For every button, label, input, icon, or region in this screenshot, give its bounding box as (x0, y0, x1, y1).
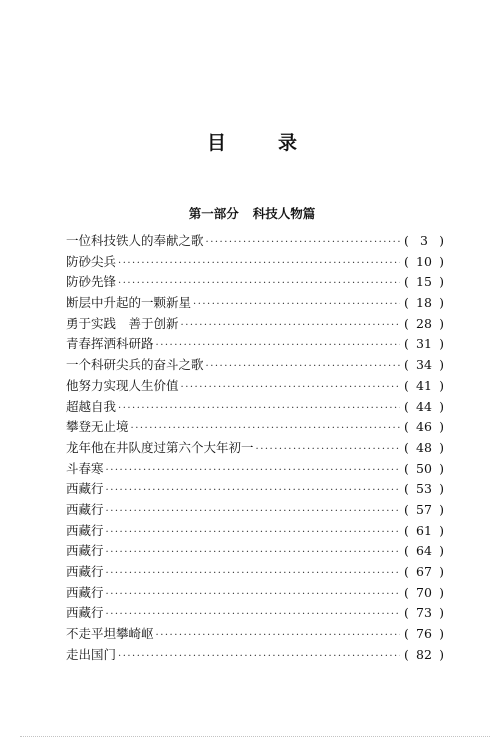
open-paren: ( (404, 584, 409, 600)
toc-entry[interactable] (66, 459, 444, 480)
open-paren: ( (404, 501, 409, 517)
close-paren: ) (439, 481, 444, 497)
close-paren: ) (439, 439, 444, 455)
toc-entry[interactable] (66, 355, 444, 376)
dot-leader (256, 440, 400, 461)
close-paren: ) (439, 336, 444, 352)
page-title-char-2: 录 (278, 132, 298, 154)
open-paren: ( (404, 233, 409, 248)
toc-page-ref (404, 376, 444, 397)
section-name: 科技人物篇 (252, 206, 316, 221)
page-title (0, 128, 504, 155)
toc-entry-title: 斗春寒 (66, 460, 104, 476)
toc-page-number: 70 (416, 584, 432, 600)
table-of-contents (66, 231, 444, 665)
toc-entry[interactable] (66, 624, 444, 645)
toc-entry-title: 不走平坦攀崎岖 (66, 626, 154, 642)
toc-entry[interactable] (66, 376, 444, 397)
close-paren: ) (439, 419, 444, 435)
toc-entry[interactable] (66, 334, 444, 355)
page-title-char-1: 目 (206, 132, 226, 154)
open-paren: ( (404, 295, 409, 311)
toc-entry-title: 一位科技铁人的奉献之歌 (66, 233, 204, 248)
toc-entry-title: 断层中升起的一颗新星 (66, 295, 192, 311)
toc-entry[interactable] (66, 231, 444, 252)
close-paren: ) (439, 626, 444, 642)
toc-page-number: 53 (416, 481, 432, 497)
open-paren: ( (404, 564, 409, 579)
toc-entry[interactable] (66, 562, 444, 583)
dot-leader (181, 378, 400, 399)
dot-leader (106, 564, 400, 585)
close-paren: ) (439, 315, 444, 331)
dot-leader (106, 605, 400, 626)
toc-entry-title: 西藏行 (66, 605, 104, 621)
close-paren: ) (439, 522, 444, 538)
open-paren: ( (404, 481, 409, 497)
dot-leader (156, 336, 400, 357)
toc-page-number: 46 (416, 419, 432, 435)
close-paren: ) (439, 253, 444, 269)
toc-page-ref (404, 397, 444, 418)
toc-entry[interactable] (66, 397, 444, 418)
toc-entry-title: 西藏行 (66, 584, 104, 600)
toc-page-ref (404, 479, 444, 500)
section-part-label: 第一部分 (188, 206, 239, 221)
toc-entry[interactable] (66, 645, 444, 666)
open-paren: ( (404, 253, 409, 269)
toc-entry[interactable] (66, 521, 444, 542)
toc-page-number: 73 (416, 605, 432, 621)
toc-page-number: 10 (416, 253, 432, 269)
dot-leader (118, 647, 400, 668)
close-paren: ) (439, 646, 444, 662)
toc-page-ref (404, 541, 444, 562)
toc-page-number: 41 (416, 377, 432, 393)
toc-page-number: 67 (416, 564, 432, 579)
open-paren: ( (404, 646, 409, 662)
close-paren: ) (439, 501, 444, 517)
toc-entry[interactable] (66, 603, 444, 624)
toc-entry[interactable] (66, 541, 444, 562)
dot-leader (193, 295, 400, 316)
open-paren: ( (404, 315, 409, 331)
toc-page-number: 3 (420, 233, 428, 248)
close-paren: ) (439, 584, 444, 600)
toc-entry-title: 西藏行 (66, 543, 104, 559)
toc-entry[interactable] (66, 438, 444, 459)
toc-entry-title: 勇于实践 善于创新 (66, 315, 179, 331)
open-paren: ( (404, 274, 409, 290)
close-paren: ) (439, 233, 444, 248)
toc-entry[interactable] (66, 500, 444, 521)
toc-page-number: 61 (416, 522, 432, 538)
dot-leader (106, 481, 400, 502)
toc-page-ref (404, 459, 444, 480)
close-paren: ) (439, 377, 444, 393)
toc-entry[interactable] (66, 314, 444, 335)
toc-page-ref (404, 334, 444, 355)
toc-page-number: 28 (416, 315, 432, 331)
toc-page-number: 50 (416, 460, 432, 476)
close-paren: ) (439, 295, 444, 311)
toc-entry-title: 超越自我 (66, 398, 117, 414)
close-paren: ) (439, 274, 444, 290)
toc-page-ref (404, 624, 444, 645)
toc-page-ref (404, 438, 444, 459)
open-paren: ( (404, 398, 409, 414)
close-paren: ) (439, 460, 444, 476)
toc-entry-title: 一个科研尖兵的奋斗之歌 (66, 357, 204, 373)
close-paren: ) (439, 398, 444, 414)
dot-leader (106, 523, 400, 544)
dot-leader (156, 626, 400, 647)
dot-leader (118, 274, 400, 295)
close-paren: ) (439, 357, 444, 373)
dot-leader (206, 233, 400, 254)
close-paren: ) (439, 605, 444, 621)
dot-leader (106, 502, 400, 523)
open-paren: ( (404, 357, 409, 373)
toc-page-ref (404, 562, 444, 583)
toc-entry-title: 西藏行 (66, 501, 104, 517)
toc-entry[interactable] (66, 293, 444, 314)
toc-page-ref (404, 583, 444, 604)
toc-page-ref (404, 231, 444, 252)
open-paren: ( (404, 522, 409, 538)
toc-entry[interactable] (66, 583, 444, 604)
dot-leader (106, 461, 400, 482)
scan-edge-divider (20, 736, 490, 738)
toc-entry-title: 攀登无止境 (66, 419, 129, 435)
toc-entry[interactable] (66, 252, 444, 273)
toc-page-ref (404, 293, 444, 314)
toc-page-ref (404, 645, 444, 666)
section-heading (0, 204, 504, 222)
toc-page-number: 76 (416, 626, 432, 642)
toc-page-ref (404, 521, 444, 542)
dot-leader (118, 254, 400, 275)
open-paren: ( (404, 439, 409, 455)
toc-page-ref (404, 500, 444, 521)
toc-page-ref (404, 272, 444, 293)
dot-leader (106, 585, 400, 606)
toc-entry-title: 走出国门 (66, 646, 117, 662)
toc-page-number: 57 (416, 501, 432, 517)
toc-entry-title: 防砂先锋 (66, 274, 117, 290)
dot-leader (106, 543, 400, 564)
open-paren: ( (404, 543, 409, 559)
open-paren: ( (404, 605, 409, 621)
toc-entry-title: 西藏行 (66, 564, 104, 579)
toc-entry-title: 青春挥洒科研路 (66, 336, 154, 352)
toc-entry-title: 龙年他在井队度过第六个大年初一 (66, 439, 254, 455)
toc-page-number: 34 (416, 357, 432, 373)
toc-entry-title: 防砂尖兵 (66, 253, 117, 269)
toc-page-ref (404, 314, 444, 335)
close-paren: ) (439, 543, 444, 559)
toc-page-number: 15 (416, 274, 432, 290)
toc-entry[interactable] (66, 417, 444, 438)
toc-page-ref (404, 252, 444, 273)
toc-page-number: 31 (416, 336, 432, 352)
toc-page-number: 82 (416, 646, 432, 662)
toc-entry[interactable] (66, 272, 444, 293)
open-paren: ( (404, 377, 409, 393)
toc-page-number: 18 (416, 295, 432, 311)
toc-page-ref (404, 417, 444, 438)
dot-leader (118, 399, 400, 420)
close-paren: ) (439, 564, 444, 579)
open-paren: ( (404, 336, 409, 352)
open-paren: ( (404, 460, 409, 476)
toc-entry-title: 西藏行 (66, 481, 104, 497)
dot-leader (206, 357, 400, 378)
toc-entry[interactable] (66, 479, 444, 500)
toc-page-ref (404, 355, 444, 376)
dot-leader (131, 419, 400, 440)
toc-entry-title: 西藏行 (66, 522, 104, 538)
open-paren: ( (404, 419, 409, 435)
dot-leader (181, 316, 400, 337)
open-paren: ( (404, 626, 409, 642)
toc-page-number: 48 (416, 439, 432, 455)
toc-page-ref (404, 603, 444, 624)
toc-page-number: 44 (416, 398, 432, 414)
toc-page-number: 64 (416, 543, 432, 559)
toc-entry-title: 他努力实现人生价值 (66, 377, 179, 393)
